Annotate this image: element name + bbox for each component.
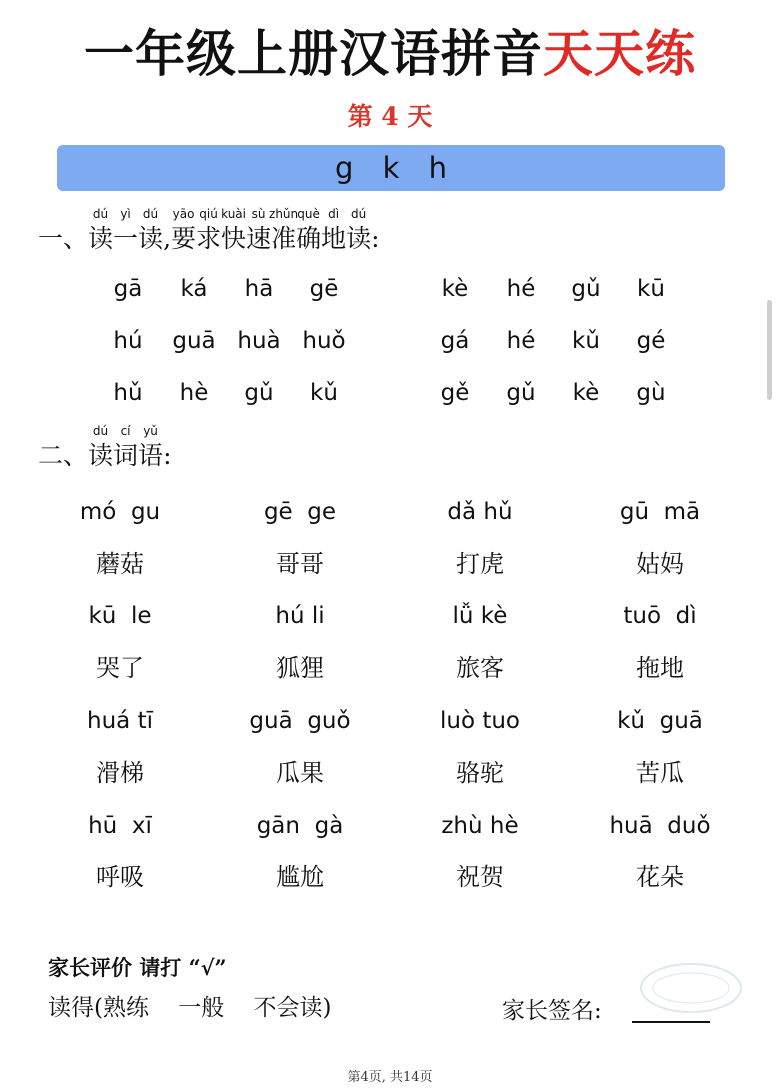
page-title [0,22,780,86]
signature-label: 家长签名: [502,998,602,1024]
ruby-char [321,207,347,255]
signature-line[interactable] [632,1021,710,1023]
word-pinyin: lǚ kè [452,603,508,629]
word-pinyin: dǎ hǔ [447,499,513,525]
watermark-graphic [636,958,746,1016]
ruby-hanzi: 地 [321,224,347,253]
syllable: gā [113,276,143,302]
ruby-char [88,424,114,472]
ruby-pinyin: cí [120,424,131,438]
syllable: kū [637,276,665,302]
syllable: gǔ [571,276,601,302]
ruby-char [296,207,322,255]
word-pinyin: zhù hè [441,813,519,839]
ruby-hanzi: 词 [113,441,139,470]
word-pinyin: hú li [275,603,325,629]
title-accent: 天天练 [543,24,696,83]
syllable: guā [172,328,216,354]
scrollbar-thumb[interactable] [767,300,772,400]
ruby-char [246,207,272,255]
syllable: hā [244,276,274,302]
syllable: gē [309,276,339,302]
section2-number: 二、 [38,441,89,470]
word-hanzi: 滑梯 [96,759,144,787]
syllable: ká [180,276,208,302]
syllable: kè [572,380,600,406]
ruby-pinyin: dì [328,207,340,221]
syllable: kè [441,276,469,302]
word-pinyin: gū mā [619,499,701,525]
section2-heading [38,424,172,472]
syllable: gù [636,380,666,406]
word-pinyin: gān gà [256,813,344,839]
word-hanzi: 祝贺 [456,863,504,891]
ruby-char [196,207,222,255]
ruby-hanzi: 读 [138,224,164,253]
title-main: 一年级上册汉语拼音 [84,24,543,83]
ruby-char [113,207,139,255]
ruby-pinyin: dú [92,207,109,221]
syllable: hé [506,328,536,354]
syllable: kǔ [572,328,600,354]
ruby-pinyin: kuài [221,207,246,221]
syllable: gá [440,328,470,354]
word-hanzi: 骆驼 [456,759,504,787]
ruby-hanzi: 速 [246,224,272,253]
ruby-hanzi: 准 [271,224,297,253]
word-pinyin: huá tī [87,708,153,734]
word-pinyin: tuō dì [623,603,697,629]
ruby-hanzi: 确 [296,224,322,253]
word-hanzi: 拖地 [636,654,684,682]
ruby-char [171,207,197,255]
ruby-hanzi: 快 [221,224,247,253]
word-pinyin: luò tuo [439,708,521,734]
word-pinyin: mó gu [79,499,161,525]
word-pinyin: kū le [88,603,152,629]
syllable: huà [237,328,281,354]
ruby-pinyin: yì [120,207,131,221]
ruby-pinyin: yāo [172,207,195,221]
syllable: kǔ [310,380,338,406]
page-number: 第4页, 共14页 [347,1070,433,1085]
word-hanzi: 姑妈 [636,550,684,578]
ruby-char [138,207,164,255]
ruby-char [88,207,114,255]
ruby-pinyin: qiú [199,207,218,221]
punct: , [163,224,172,253]
ruby-char [346,207,372,255]
word-hanzi: 瓜果 [276,759,324,787]
word-pinyin: gē ge [263,499,337,525]
ruby-pinyin: dú [92,424,109,438]
word-hanzi: 尴尬 [276,863,324,891]
letter-banner: g k h [57,145,725,191]
word-hanzi: 蘑菇 [96,550,144,578]
ruby-pinyin: sù [251,207,266,221]
word-pinyin: kǔ guā [617,708,703,734]
word-hanzi: 呼吸 [96,863,144,891]
syllable: huǒ [302,328,346,354]
syllable: hǔ [113,380,143,406]
ruby-char [113,424,139,472]
word-hanzi: 哭了 [96,654,144,682]
punct: : [371,224,380,253]
word-pinyin: huā duǒ [609,813,711,839]
ruby-hanzi: 一 [113,224,139,253]
word-hanzi: 狐狸 [276,654,324,682]
ruby-pinyin: zhǔn [269,207,299,221]
word-pinyin: hū xī [88,813,152,839]
word-hanzi: 哥哥 [276,550,324,578]
word-hanzi: 苦瓜 [636,759,684,787]
ruby-pinyin: yǔ [143,424,158,438]
ruby-char [138,424,164,472]
ruby-pinyin: què [297,207,320,221]
ruby-hanzi: 读 [88,224,114,253]
ruby-hanzi: 语 [138,441,164,470]
ruby-hanzi: 读 [346,224,372,253]
ruby-hanzi: 要 [171,224,197,253]
evaluation-heading: 家长评价 请打 “√” [48,955,227,980]
ruby-pinyin: dú [351,207,367,221]
syllable: hú [113,328,143,354]
ruby-hanzi: 读 [88,441,114,470]
ruby-pinyin: dú [142,207,159,221]
word-pinyin: guā guǒ [249,708,351,734]
day-label: 第 4 天 [347,102,433,131]
punct: : [163,441,172,470]
word-hanzi: 旅客 [456,654,504,682]
section1-heading [38,207,380,255]
ruby-hanzi: 求 [196,224,222,253]
syllable: gé [636,328,666,354]
syllable: hè [179,380,209,406]
syllable: gǔ [506,380,536,406]
syllable: gǔ [244,380,274,406]
syllable: hé [506,276,536,302]
ruby-char [269,207,299,255]
syllable: gě [440,380,470,406]
word-hanzi: 打虎 [456,550,504,578]
ruby-char [221,207,247,255]
word-hanzi: 花朵 [636,863,684,891]
section1-number: 一、 [38,224,89,253]
evaluation-options: 读得(熟练 一般 不会读) [48,995,332,1021]
